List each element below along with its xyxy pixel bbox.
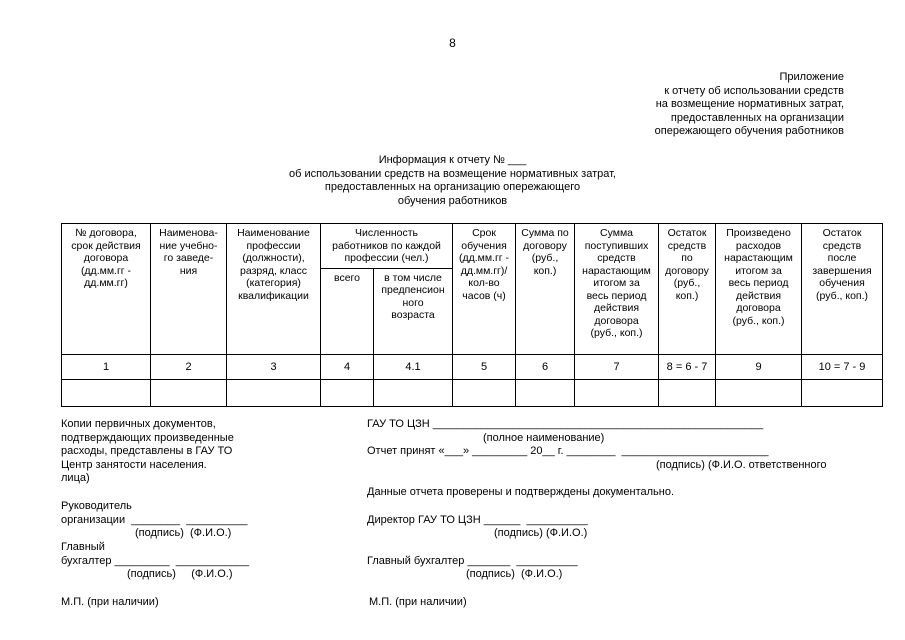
header-total: всего <box>321 268 374 355</box>
director-signature-line: Директор ГАУ ТО ЦЗН ______ __________ <box>367 514 588 526</box>
empty-cell <box>716 380 802 407</box>
column-number: 4 <box>321 355 374 380</box>
header-training-period: Срок обучения (дд.мм.гг - дд.мм.гг)/ кол-во часов (ч) <box>453 224 516 355</box>
stamp-note-right: М.П. (при наличии) <box>369 596 467 608</box>
report-accepted-line: Отчет принят «___» _________ 20__ г. ________ ________________________ <box>367 445 769 457</box>
column-number: 2 <box>151 355 227 380</box>
empty-data-row <box>62 380 883 407</box>
header-contract-sum: Сумма по договору (руб., коп.) <box>516 224 575 355</box>
column-number: 6 <box>516 355 575 380</box>
head-title: Руководитель <box>61 500 132 512</box>
copies-line: Центр занятости населения. <box>61 458 207 471</box>
heading-line: обучения работников <box>397 194 508 207</box>
empty-cell <box>516 380 575 407</box>
header-expenses: Произведено расходов нарастающим итогом за весь период действия договора (руб., коп.) <box>716 224 802 355</box>
chief-accountant-title: Главный <box>61 541 105 553</box>
empty-cell <box>453 380 516 407</box>
header-final-balance: Остаток средств после завершения обучения (руб., коп.) <box>802 224 883 355</box>
header-received-sum: Сумма поступивших средств нарастающим итогом за весь период действия договора (руб., коп.) <box>575 224 659 355</box>
copies-line: лица) <box>61 472 90 484</box>
column-number: 7 <box>575 355 659 380</box>
empty-cell <box>575 380 659 407</box>
appendix-note <box>655 71 844 139</box>
page-number: 8 <box>449 36 456 50</box>
heading-line: об использовании средств на возмещение нормативных затрат, <box>288 167 616 180</box>
stamp-note-left: М.П. (при наличии) <box>61 596 159 608</box>
verified-statement: Данные отчета проверены и подтверждены документально. <box>367 486 674 498</box>
appendix-line: опережающего обучения работников <box>654 125 844 137</box>
chief-accountant-caption: (подпись) (Ф.И.О.) <box>127 568 233 580</box>
gau-chief-accountant-line: Главный бухгалтер _______ __________ <box>367 555 578 567</box>
head-signature-line: организации ________ __________ <box>61 514 248 526</box>
header-contract: № договора, срок действия договора (дд.мм.гг - дд.мм.гг) <box>62 224 151 355</box>
gau-name-caption: (полное наименование) <box>483 432 605 444</box>
gau-name-line: ГАУ ТО ЦЗН ______________________________________________________ <box>367 418 764 430</box>
appendix-line: к отчету об использовании средств <box>664 84 844 97</box>
column-number: 8 = 6 - 7 <box>659 355 716 380</box>
header-institution: Наименова- ние учебно- го заведе- ния <box>151 224 227 355</box>
empty-cell <box>151 380 227 407</box>
gau-chief-accountant-caption: (подпись) (Ф.И.О.) <box>466 568 563 580</box>
empty-cell <box>374 380 453 407</box>
column-number: 4.1 <box>374 355 453 380</box>
document-heading <box>0 154 905 208</box>
report-table <box>61 223 883 407</box>
heading-line: предоставленных на организацию опережающего <box>324 181 581 193</box>
heading-line: Информация к отчету № ___ <box>378 154 527 166</box>
header-profession: Наименование профессии (должности), разряд, класс (категория) квалификации <box>227 224 321 355</box>
empty-cell <box>802 380 883 407</box>
empty-cell <box>62 380 151 407</box>
header-headcount: Численность работников по каждой профессии (чел.) <box>321 224 453 269</box>
appendix-line: Приложение <box>779 71 844 83</box>
appendix-line: на возмещение нормативных затрат, <box>655 98 844 110</box>
column-number: 9 <box>716 355 802 380</box>
copies-line: Копии первичных документов, <box>61 418 216 430</box>
report-accepted-caption: (подпись) (Ф.И.О. ответственного <box>656 459 827 471</box>
column-number: 3 <box>227 355 321 380</box>
chief-accountant-signature-line: бухгалтер _________ ____________ <box>61 555 250 567</box>
header-row <box>62 224 883 269</box>
appendix-line: предоставленных на организации <box>670 111 844 124</box>
empty-cell <box>321 380 374 407</box>
header-balance: Остаток средств по договору (руб., коп.) <box>659 224 716 355</box>
column-number: 1 <box>62 355 151 380</box>
header-prepension: в том числе предпенсион ного возраста <box>374 268 453 355</box>
director-signature-caption: (подпись) (Ф.И.О.) <box>494 527 588 539</box>
column-number: 5 <box>453 355 516 380</box>
copies-note <box>61 418 234 486</box>
column-number-row <box>62 355 883 380</box>
empty-cell <box>227 380 321 407</box>
copies-line: расходы, представлены в ГАУ ТО <box>61 445 233 457</box>
head-signature-caption: (подпись) (Ф.И.О.) <box>135 527 232 539</box>
empty-cell <box>659 380 716 407</box>
copies-line: подтверждающих произведенные <box>61 431 234 444</box>
column-number: 10 = 7 - 9 <box>802 355 883 380</box>
